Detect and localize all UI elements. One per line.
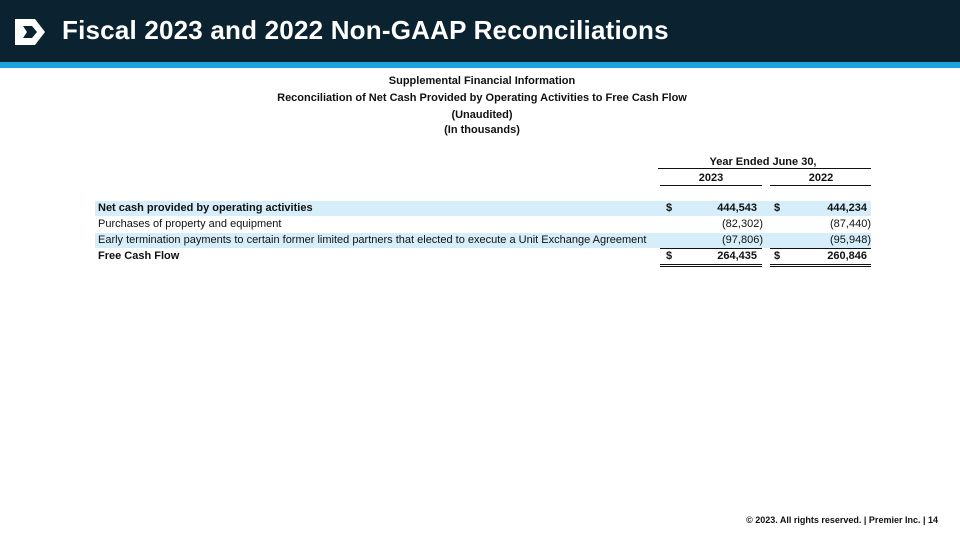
row-label: Net cash provided by operating activities xyxy=(98,202,313,214)
table-row xyxy=(95,217,871,232)
table-row xyxy=(95,201,871,216)
value-2023: (82,302) xyxy=(722,218,763,230)
footer-copyright: © 2023. All rights reserved. | Premier Inc. | 14 xyxy=(746,515,938,525)
value-2023: (97,806) xyxy=(722,234,763,246)
value-2022: (95,948) xyxy=(830,234,871,246)
column-rule-2022 xyxy=(770,185,871,186)
premier-logo-icon xyxy=(13,17,47,47)
row-label: Purchases of property and equipment xyxy=(98,218,282,230)
heading-reconciliation: Reconciliation of Net Cash Provided by Operating Activities to Free Cash Flow xyxy=(277,92,687,104)
currency-symbol: $ xyxy=(666,202,673,214)
period-header-rule xyxy=(658,168,871,169)
heading-unaudited: (Unaudited) xyxy=(451,109,513,121)
table-row xyxy=(95,233,871,248)
page-title: Fiscal 2023 and 2022 Non-GAAP Reconciliations xyxy=(62,15,669,45)
value-2023: 264,435 xyxy=(717,250,757,262)
accent-stripe xyxy=(0,62,960,68)
column-header-2023: 2023 xyxy=(698,172,724,184)
currency-symbol: $ xyxy=(774,250,781,262)
total-rule-2023 xyxy=(660,264,762,265)
period-header: Year Ended June 30, xyxy=(709,156,817,168)
heading-supplemental: Supplemental Financial Information xyxy=(388,75,576,87)
row-label: Free Cash Flow xyxy=(98,250,180,262)
row-label: Early termination payments to certain former limited partners that elected to execute a Unit Exchange Agreement xyxy=(98,234,647,246)
table-row xyxy=(95,249,871,264)
value-2022: 444,234 xyxy=(827,202,867,214)
currency-symbol: $ xyxy=(666,250,673,262)
value-2023: 444,543 xyxy=(717,202,757,214)
value-2022: (87,440) xyxy=(830,218,871,230)
currency-symbol: $ xyxy=(774,202,781,214)
heading-units: (In thousands) xyxy=(444,124,520,136)
total-rule-2022 xyxy=(770,264,871,265)
column-rule-2023 xyxy=(660,185,762,186)
column-header-2022: 2022 xyxy=(808,172,834,184)
total-double-rule-2022 xyxy=(770,266,871,267)
value-2022: 260,846 xyxy=(827,250,867,262)
total-double-rule-2023 xyxy=(660,266,762,267)
